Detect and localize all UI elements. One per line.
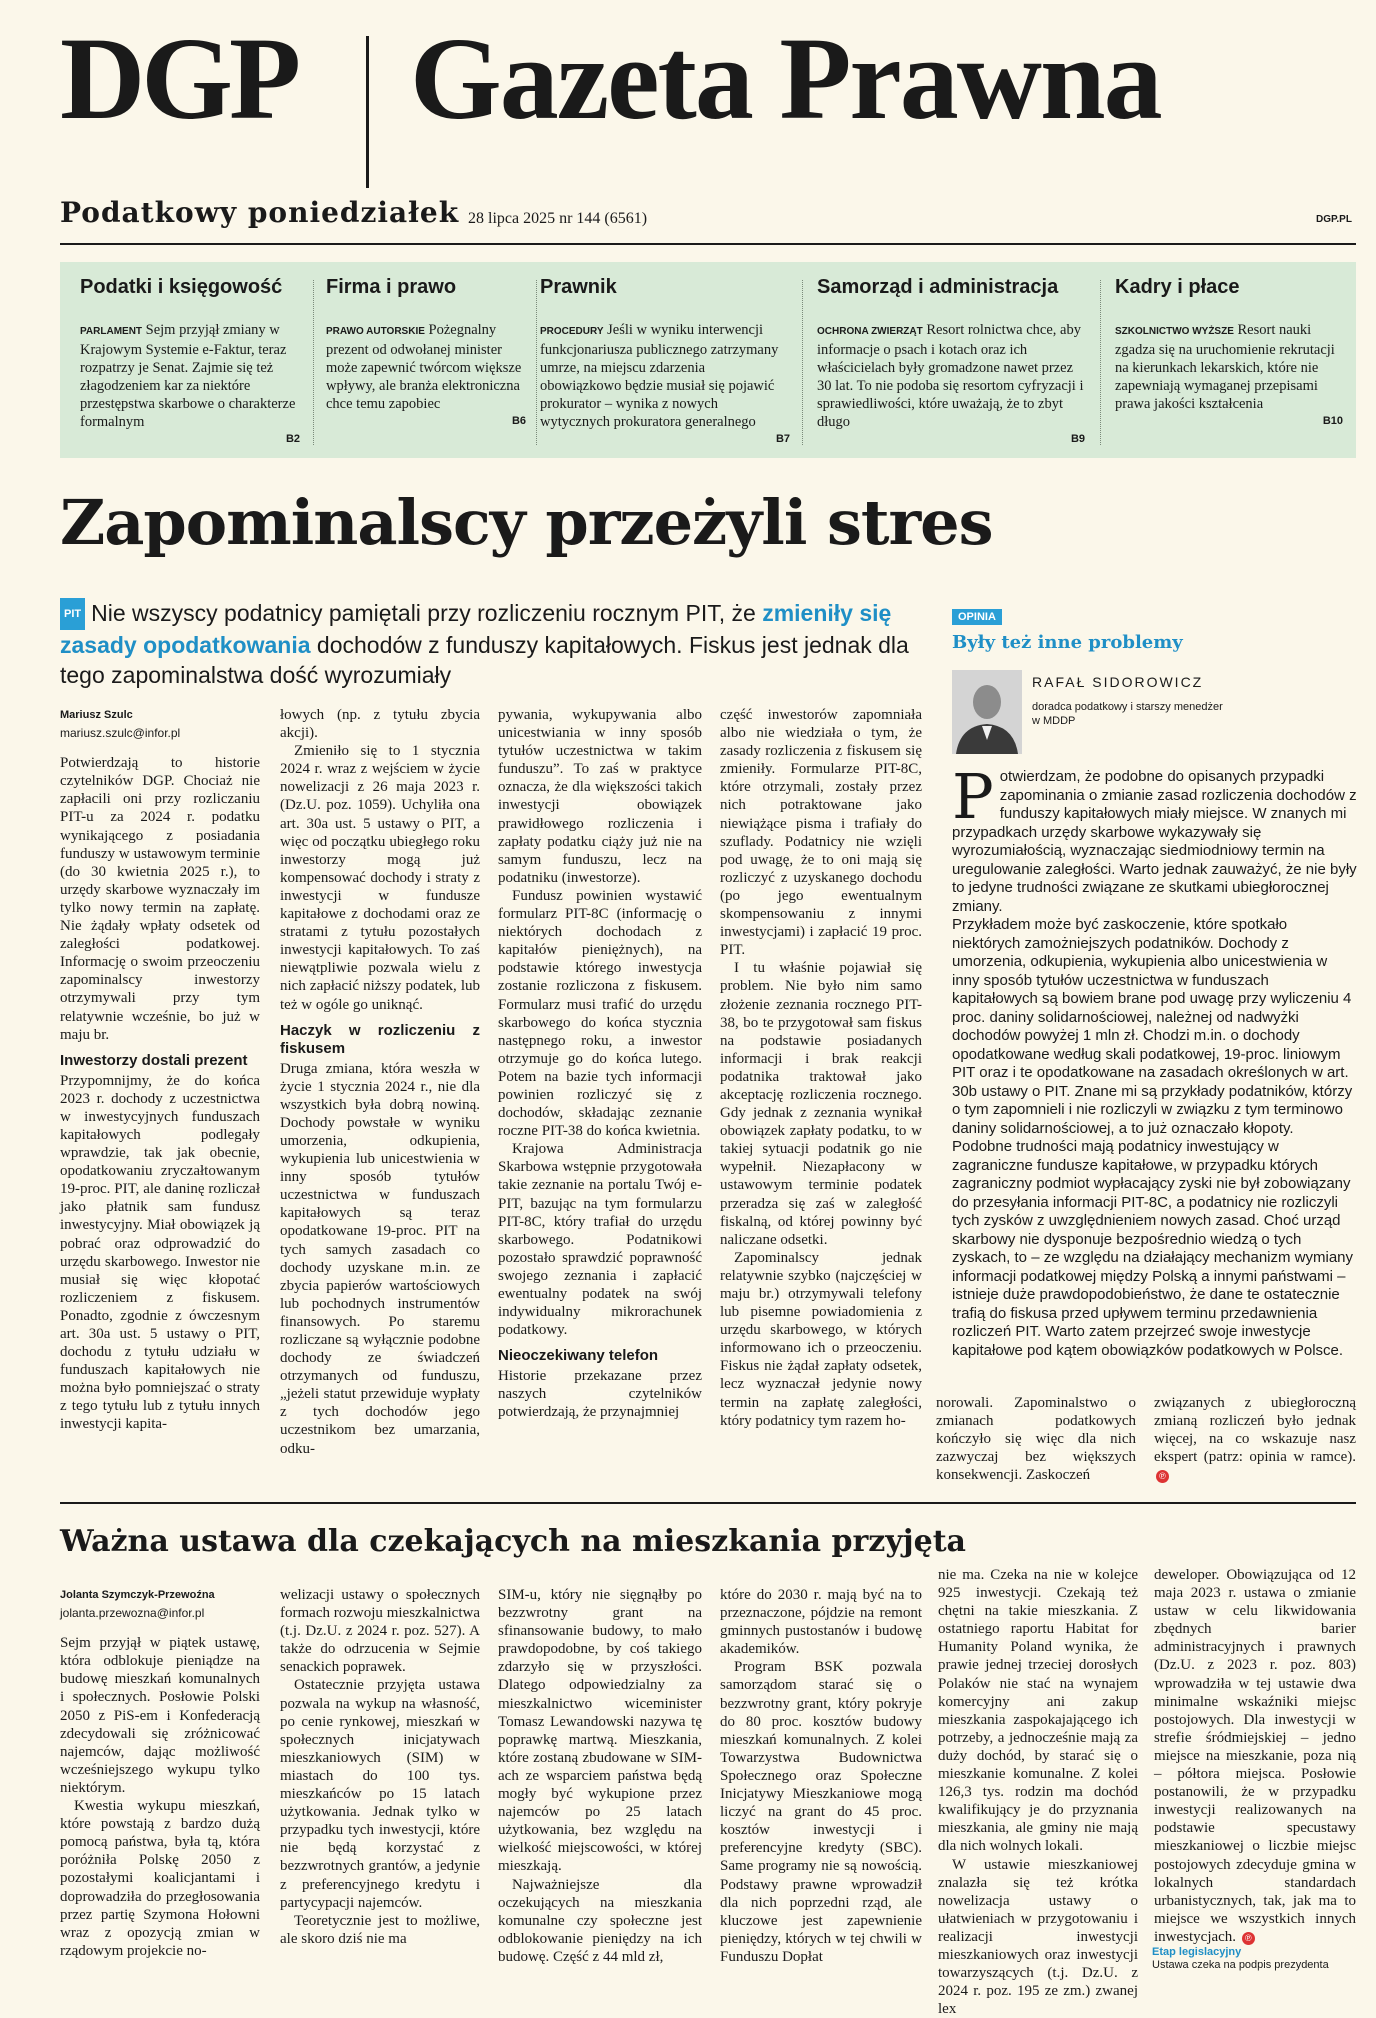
copyright-icon: ℗ [1242,1932,1255,1945]
pit-badge: PIT [60,598,85,630]
opinion-text [952,768,1358,1360]
teaser-divider [802,280,804,445]
teaser-title: Kadry i płace [1115,276,1343,299]
paragraph: Program BSK pozwala samorządom starać się o bezzwrotny grant, który pokryje do 80 proc. kosztów budowy mieszkań komunalnych. Z kolei Towarzystwa Budownictwa Społecznego oraz Społeczne Inicjatywy Mieszkaniowe mogą liczyć na grant do 45 proc. kosztów inwestycji i preferencyjne kredyty (SBC). Same programy nie są nowością. Podstawy prawne wprowadził dla nich poprzedni rząd, ale kluczowe jest zapewnienie pieniędzy, których w tej chwili w Funduszu Dopłat [720,1658,922,1966]
teaser-keyword: PRAWO AUTORSKIE [326,326,425,337]
article-lead: PIT Nie wszyscy podatnicy pamiętali przy rozliczeniu rocznym PIT, że zmieniły się zasady opodatkowania dochodów z funduszy kapitałowych. Fiskus jest jednak dla tego zapominalstwa dość wyrozumiały [60,598,940,690]
teaser-text: Resort rolnictwa chce, aby informacje o psach i kotach oraz ich właścicielach były gromadzone nawet przez 30 lat. To nie podoba się resortom cyfryzacji i sprawiedliwości, które uważają, że to zbyt długo [817,322,1084,430]
paragraph: pywania, wykupywania albo unicestwiania w inny sposób tytułów uczestnictwa w takim funduszu”. To zaś w praktyce oznacza, że dla większości takich inwestycji obowiązek prawidłowego rozliczenia i zapłaty podatku ciąży już nie na samym funduszu, lecz na podatniku (inwestorze). [498,706,702,887]
paragraph: deweloper. Obowiązująca od 12 maja 2023 r. ustawa o zmianie ustaw w celu likwidowania zbędnych barier administracyjnych i prawnych (Dz.U. z 2023 r. poz. 803) wprowadziła w tej ustawie dwa minimalne wskaźniki miejsc postojowych. Dla inwestycji w strefie śródmiejskiej – jedno miejsce na mieszkanie, poza nią – półtora miejsca. Posłowie postanowili, że w przypadku inwestycji realizowanych na podstawie specustawy mieszkaniowej o liczbie miejsc postojowych zdecyduje gmina w lokalnych standardach urbanistycznych, tak, jak ma to miejsce we wszystkich innych inwestycjach. ℗ [1154,1566,1356,1946]
teaser-text: Jeśli w wyniku interwencji funkcjonariusza publicznego zatrzymany umrze, na miejscu zdarzenia obowiązkowo będzie musiał się pojawić prokurator – wynika z nowych wytycznych prokuratora generalnego [540,322,778,430]
newspaper-name: Gazeta Prawna [410,20,1161,138]
paragraph: Krajowa Administracja Skarbowa wstępnie przygotowała takie zeznanie na portalu Twój e-PIT, bazując na tym formularzu PIT-8C, który trafiał do urzędu skarbowego. Podatnikowi pozostało sprawdzić poprawność swojego zeznania i zapłacić ewentualny podatek na swój indywidualny mikrorachunek podatkowy. [498,1140,702,1339]
opinion-title: Były też inne problemy [952,632,1183,653]
teaser-page: B9 [1071,433,1085,445]
teaser-keyword: OCHRONA ZWIERZĄT [817,326,923,337]
paragraph: Fundusz powinien wystawić formularz PIT-8C (informację o niektórych dochodach z kapitałów pieniężnych), na podstawie którego inwestycja zostanie rozliczona z fiskusem. Formularz musi trafić do urzędu skarbowego do końca stycznia następnego roku, a inwestor otrzymuje go do końca lutego. Potem na bazie tych informacji powinien rozliczyć się z dochodów, składając zeznanie roczne PIT-38 do końca kwietnia. [498,887,702,1140]
article2-column-5 [938,1566,1138,1986]
legislative-label: Etap legislacyjny [1152,1946,1241,1958]
teaser-samorzad[interactable] [817,276,1085,431]
masthead-divider [366,36,369,188]
section-rule [60,1502,1356,1504]
section-title: Podatkowy poniedziałek [60,196,459,229]
article-column-4 [720,706,922,1476]
teaser-podatki[interactable] [80,276,300,431]
teaser-text: Pożegnalny prezent od odwołanej minister może zapewnić twórcom większe wpływy, ale branża elektroniczna chce temu zapobiec [326,322,521,412]
paragraph: część inwestorów zapomniała albo nie wiedziała o tym, że zasady rozliczenia z fiskusem się zmieniły. Formularze PIT-8C, które otrzymali, zostały przez nich potraktowane jako niewiążące pisma i trafiały do szuflady. Podatnicy nie wzięli pod uwagę, że to oni mają się rozliczyć z uzyskanego dochodu (po jego ewentualnym skompensowaniu z innymi inwestycjami) i zapłacić 19 proc. PIT. [720,706,922,959]
teaser-title: Firma i prawo [326,276,526,299]
paragraph: nie ma. Czeka na nie w kolejce 925 inwestycji. Czekają też chętni na takie mieszkania. Z ostatniego raportu Habitat for Humanity Poland wynika, że prawie jednej trzeciej dorosłych Polaków nie stać na wynajem komercyjny ani zakup mieszkania zaspokajającego ich potrzeby, a jednocześnie mają za duży dochód, by starać się o mieszkanie komunalne. Z kolei 126,3 tys. rodzin ma dochód kwalifikujący je do przyznania mieszkania, ale gminy nie mają dla nich wolnych lokali. [938,1566,1138,1856]
legislative-text: Ustawa czeka na podpis prezydenta [1152,1959,1329,1971]
issue-date: 28 lipca 2025 nr 144 (6561) [468,210,647,228]
article-column-5 [936,1394,1136,1484]
teaser-page: B6 [512,415,526,427]
teaser-keyword: PARLAMENT [80,326,142,337]
article2-column-2 [280,1586,480,1986]
paragraph: otwierdzam, że podobne do opisanych przypadki zapominania o zmianie zasad rozliczenia dochodów z funduszy kapitałowych miały miejsce. W znanych mi przypadkach urzędy skarbowe wykazywały się wyrozumiałością, wyznaczając siedmiodniowy termin na uregulowanie zaległości. Warto jednak zauważyć, że nie były to jedyne trudności związane ze skutkami ubiegłorocznej zmiany. [952,768,1358,916]
paragraph: SIM-u, który nie sięgnąłby po bezzwrotny grant na sfinansowanie budowy, to mało prawdopodobne, by coś takiego zdarzyło się w przyszłości. Dlatego odpowiedzialny za mieszkalnictwo wiceminister Tomasz Lewandowski nazywa tę poprawkę martwą. Mieszkania, które zostaną zbudowane w SIM-ach ze wsparciem państwa będą mogły być wykupione przez najemców po 25 latach użytkowania, bez względu na wielkość miejscowości, w której mieszkają. [498,1586,702,1876]
teaser-box [60,262,1356,458]
legislative-status [1152,1946,1329,1972]
paragraph: które do 2030 r. mają być na to przeznaczone, pójdzie na remont gminnych pustostanów i budowę akademików. [720,1586,922,1658]
article2-column-3 [498,1586,702,1986]
paragraph: Sejm przyjął w piątek ustawę, która odblokuje pieniądze na budowę mieszkań komunalnych i społecznych. Posłowie Polski 2050 z PiS-em i Konfederacją zdecydowali się zróżnicować najemców, dając możliwość wcześniejszego wykupu tylko niektórym. [60,1634,260,1797]
teaser-prawnik[interactable] [540,276,790,431]
article-column-3 [498,706,702,1476]
paragraph: Historie przekazane przez naszych czytelników potwierdzają, że przynajmniej [498,1367,702,1421]
paragraph: Zapominalscy jednak relatywnie szybko (najczęściej w maju br.) otrzymywali telefony lub pisemne powiadomienia z urzędu skarbowego, w których informowano ich o przeoczeniu. Fiskus nie żądał zapłaty odsetek, lecz wyznaczał jedynie nowy termin na zapłatę zaległości, który podatnicy tym razem ho- [720,1249,922,1430]
logo-dgp[interactable]: DGP [60,20,297,138]
teaser-title: Podatki i księgowość [80,276,300,299]
paragraph: Teoretycznie jest to możliwe, ale skoro dziś nie ma [280,1912,480,1948]
subheading: Inwestorzy dostali prezent [60,1052,260,1070]
teaser-divider [313,280,315,445]
teaser-page: B10 [1323,415,1343,427]
masthead-rule [60,243,1356,245]
article-column-6 [1154,1394,1356,1484]
teaser-page: B2 [286,433,300,445]
paragraph: Podobne trudności mają podatnicy inwestujący w zagraniczne fundusze kapitałowe, w przypadku których zagraniczny podmiot wypłacający zyski nie był zobowiązany do przesyłania informacji PIT-8C, a podatnicy nie rozliczyli tych zysków z uwzględnieniem nowych zasad. Choć urząd skarbowy nie dysponuje bezpośrednio wiedzą o tych zyskach, to – ze względu na działający mechanizm wymiany informacji podatkowej między Polską a innymi państwami – istnieje duże prawdopodobieństwo, że dane te ostatecznie trafią do fiskusa przed upływem terminu przedawnienia rozliczeń PIT. Warto zatem przejrzeć swoje inwestycje kapitałowe pod kątem obowiązków podatkowych w Polsce. [952,1138,1358,1360]
article-column-1 [60,706,260,1476]
author-email[interactable]: jolanta.przewozna@infor.pl [60,1604,260,1622]
teaser-text: Resort nauki zgadza się na uruchomienie rekrutacji na kierunkach lekarskich, które nie zapewniają wymaganej przepisami prawa jakości kształcenia [1115,322,1335,412]
teaser-page: B7 [776,433,790,445]
article2-column-4 [720,1586,922,1986]
paragraph: welizacji ustawy o społecznych formach rozwoju mieszkalnictwa (t.j. Dz.U. z 2024 r. poz. 527). A także do odrzucenia w Sejmie senackich poprawek. [280,1586,480,1676]
subheading: Nieoczekiwany telefon [498,1347,702,1365]
opinion-author: RAFAŁ SIDOROWICZ [1032,674,1203,690]
subheading: Haczyk w rozliczeniu z fiskusem [280,1022,480,1058]
paragraph: Ostatecznie przyjęta ustawa pozwala na wykup na własność, po cenie rynkowej, mieszkań w społecznych inicjatywach mieszkaniowych (SIM) w miastach do 100 tys. mieszkańców po 15 latach użytkowania. Jednak tylko w przypadku tych inwestycji, które nie będą korzystać z bezzwrotnych grantów, a jedynie z preferencyjnego kredytu i partycypacji najemców. [280,1676,480,1911]
article2-column-1 [60,1586,260,1986]
teaser-keyword: PROCEDURY [540,326,604,337]
paragraph: Przypomnijmy, że do końca 2023 r. dochody z uczestnictwa w inwestycyjnych funduszach kapitałowych podlegały wprawdzie, tak jak obecnie, opodatkowaniu zryczałtowanym 19-proc. PIT, ale daninę rozliczał jako płatnik sam fundusz inwestycyjny. Miał obowiązek ją pobrać oraz odprowadzić do urzędu skarbowego. Inwestor nie musiał się więc kłopotać rozliczeniem z fiskusem. Ponadto, zgodnie z ówczesnym art. 30a ust. 5 ustawy o PIT, dochodu z tytułu udziału w funduszach kapitałowych nie można było pomniejszać o straty z tego tytułu lub z tytułu innych inwestycji kapita- [60,1072,260,1434]
teaser-title: Prawnik [540,276,790,299]
author-name: Jolanta Szymczyk-Przewoźna [60,1586,260,1604]
paragraph: W ustawie mieszkaniowej znalazła się też krótka nowelizacja ustawy o ułatwieniach w przygotowaniu i realizacji inwestycji mieszkaniowych oraz inwestycji towarzyszących (t.j. Dz.U. z 2024 r. poz. 195 ze zm.) zwanej lex [938,1856,1138,2018]
teaser-keyword: SZKOLNICTWO WYŻSZE [1115,326,1234,337]
teaser-text: Sejm przyjął zmiany w Krajowym Systemie e-Faktur, teraz rozpatrzy je Senat. Zajmie się też złagodzeniem kar za niektóre przestępstwa skarbowe o charakterze formalnym [80,322,295,430]
paragraph: Potwierdzają to historie czytelników DGP. Chociaż nie zapłacili oni przy rozliczaniu PIT-u za 2024 r. podatku wynikającego z posiadania funduszy w ustawowym terminie (do 30 kwietnia 2025 r.), to urzędy skarbowe wyznaczały im tylko nowy termin na zapłatę. Nie żądały wpłaty odsetek od zaległości podatkowej. Informację o swoim przeoczeniu zapominalscy inwestorzy otrzymywali przy tym relatywnie wcześnie, bo już w maju br. [60,754,260,1044]
article-column-2 [280,706,480,1476]
paragraph: Najważniejsze dla oczekujących na mieszkania komunalne czy społeczne jest odblokowanie pieniędzy na ich budowę. Część z 44 mld zł, [498,1876,702,1966]
paragraph: związanych z ubiegłoroczną zmianą rozliczeń było jednak więcej, na co wskazuje nasz ekspert (patrz: opinia w ramce). ℗ [1154,1394,1356,1484]
author-email[interactable]: mariusz.szulc@infor.pl [60,724,260,742]
paragraph: Kwestia wykupu mieszkań, które powstają z bardzo dużą pomocą państwa, była tą, która poróżniła Polskę 2050 z pozostałymi koalicjantami i doprowadziła do przegłosowania przez partię Szymona Hołowni wraz z opozycją zmian w rządowym projekcie no- [60,1797,260,1960]
opinion-badge: OPINIA [952,609,1002,625]
author-photo [952,670,1022,754]
teaser-divider [536,280,538,445]
author-name: Mariusz Szulc [60,706,260,724]
article2-column-6 [1154,1566,1356,1936]
paragraph: Druga zmiana, która weszła w życie 1 stycznia 2024 r., nie dla wszystkich była dobrą nowiną. Dochody powstałe w wyniku umorzenia, odkupienia, wykupienia lub unicestwienia w inny sposób tytułów uczestnictwa w funduszach kapitałowych są teraz opodatkowane 19-proc. PIT na tych samych zasadach co dochody uzyskane m.in. ze zbycia papierów wartościowych lub pochodnych instrumentów finansowych. Po staremu rozliczane są wyłącznie podobne dochody ze świadczeń otrzymanych od funduszu, „jeżeli statut przewiduje wypłaty z tych dochodów jego uczestnikom bez umarzania, odku- [280,1060,480,1458]
opinion-author-role: doradca podatkowy i starszy menedżer w MDDP [1032,700,1232,728]
paragraph: I tu właśnie pojawiał się problem. Nie było nim samo złożenie zeznania rocznego PIT-38, bo te przygotował sam fiskus na podstawie posiadanych informacji i brak reakcji podatnika traktował jako akceptację rozliczenia rocznego. Gdy jednak z zeznania wynikał obowiązek zapłaty podatku, to w takiej sytuacji podatnik go nie wypełnił. Niezapłacony w ustawowym terminie podatek przeradza się zaś w zaległość fiskalną, od której powinny być naliczane odsetki. [720,959,922,1249]
teaser-kadry[interactable] [1115,276,1343,413]
teaser-title: Samorząd i administracja [817,276,1085,299]
site-link[interactable]: DGP.PL [1316,214,1352,225]
teaser-divider [1100,280,1102,445]
lead-highlight[interactable]: zmieniły się zasady opodatkowania [60,600,891,658]
drop-cap: P [952,772,994,822]
teaser-firma[interactable] [326,276,526,413]
paragraph: łowych (np. z tytułu zbycia akcji). [280,706,480,742]
article-headline: Zapominalscy przeżyli stres [60,492,993,554]
paragraph: norowali. Zapominalstwo o zmianach podatkowych kończyło się więc dla nich zazwyczaj bez większych konsekwencji. Zaskoczeń [936,1394,1136,1484]
paragraph: Zmieniło się to 1 stycznia 2024 r. wraz z wejściem w życie nowelizacji z 26 maja 2023 r. (Dz.U. poz. 1059). Uchyliła ona art. 30a ust. 5 ustawy o PIT, a więc od początku ubiegłego roku inwestorzy mogą już kompensować dochody i straty z inwestycji w fundusze kapitałowe z dochodami oraz ze stratami z tytułu pozostałych inwestycji kapitałowych. To zaś niewątpliwie pozwala wielu z nich zapłacić niższy podatek, lub też w ogóle go uniknąć. [280,742,480,1013]
article2-headline: Ważna ustawa dla czekających na mieszkania przyjęta [60,1524,966,1559]
paragraph: Przykładem może być zaskoczenie, które spotkało niektórych zamożniejszych podatników. Dochody z umorzenia, odkupienia, wykupienia albo unicestwienia w inny sposób tytułów uczestnictwa w funduszach kapitałowych są bowiem brane pod uwagę przy wyliczeniu 4 proc. daniny solidarnościowej, należnej od nadwyżki dochodów powyżej 1 mln zł. Chodzi m.in. o dochody opodatkowane według skali podatkowej, 19-proc. liniowym PIT oraz i te opodatkowane na zasadach określonych w art. 30b ustawy o PIT. Znane mi są przykłady podatników, którzy o tym zapomnieli i nie rozliczyli w związku z tym terminowo daniny solidarnościowej, a to już oznaczało kłopoty. [952,916,1358,1138]
copyright-icon: ℗ [1156,1470,1169,1483]
